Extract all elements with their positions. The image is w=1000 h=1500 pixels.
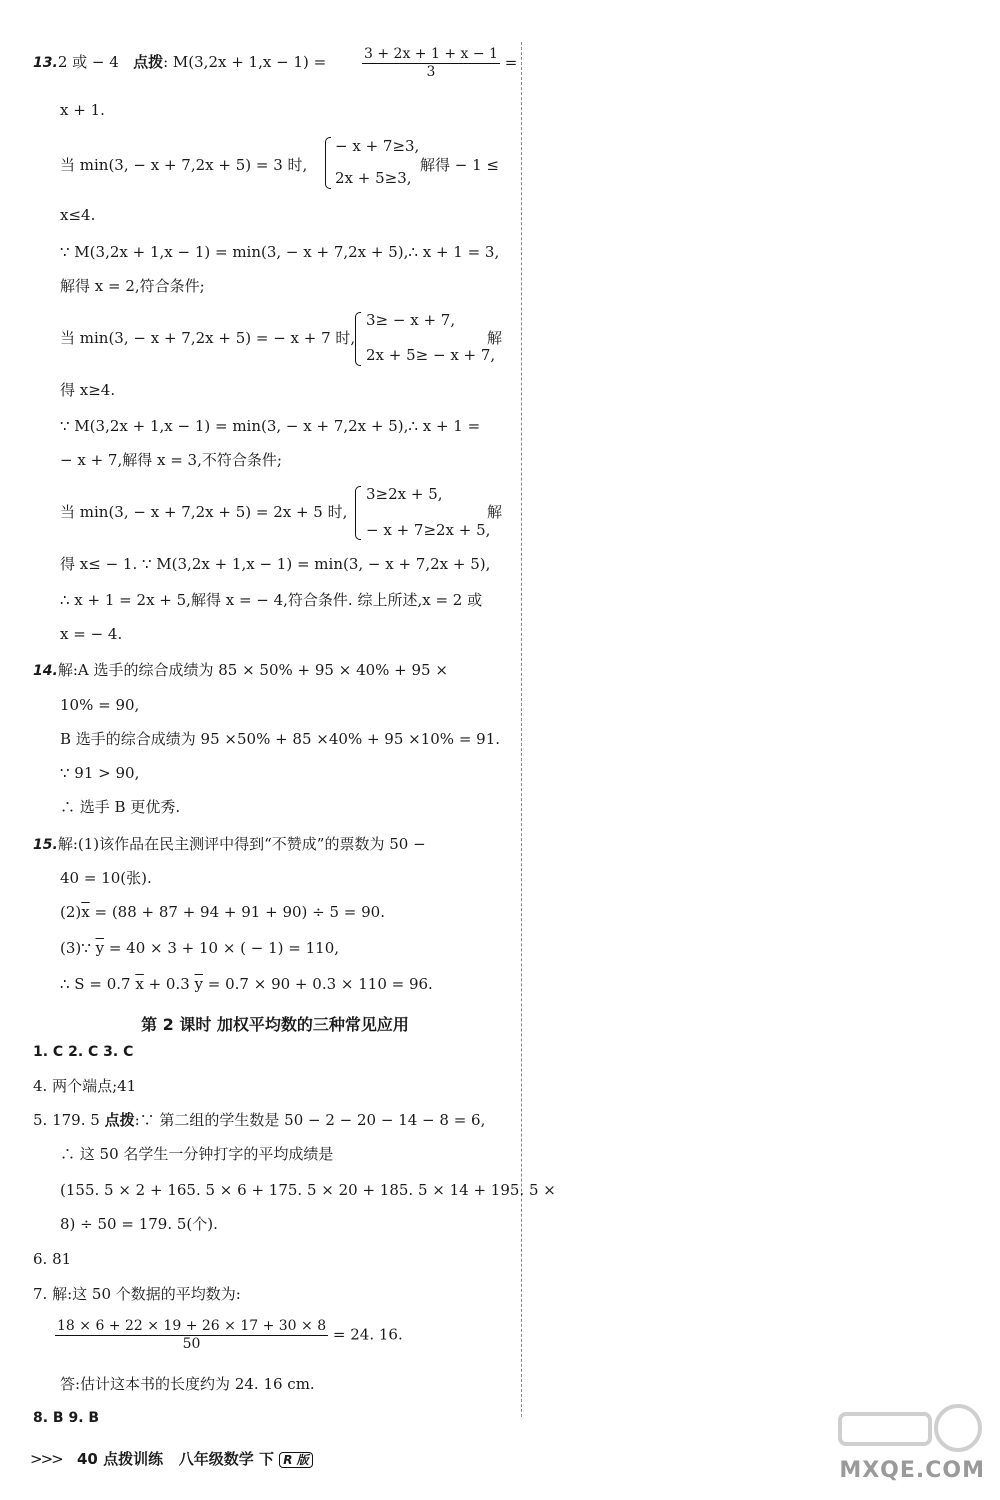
s2-answers-1: 1. C 2. C 3. C — [33, 1044, 134, 1060]
q15-line2: 40 = 10(张). — [60, 869, 152, 887]
watermark-text: MXQE.COM — [839, 1458, 985, 1483]
version-badge: R 版 — [279, 1452, 312, 1468]
s2-q5-line4: 8) ÷ 50 = 179. 5(个). — [60, 1215, 218, 1233]
q13-case3-post: 解 — [487, 503, 503, 521]
q13-case2-sys1: 3≥ − x + 7, — [366, 311, 456, 329]
q13-case1-post: 解得 − 1 ≤ — [420, 156, 499, 174]
footer-arrows: >>> — [30, 1450, 62, 1468]
s2-answers-8-9: 8. B 9. B — [33, 1410, 100, 1426]
s2-answer-6: 6. 81 — [33, 1250, 72, 1268]
q13-case2-post: 解 — [487, 329, 503, 347]
q13-case2-text: 当 min(3, − x + 7,2x + 5) = − x + 7 时, — [60, 329, 356, 347]
q14-line3: B 选手的综合成绩为 95 ×50% + 85 ×40% + 95 ×10% = 91. — [60, 730, 501, 748]
q13-line8: 得 x≥4. — [60, 381, 116, 399]
s2-q5-line2: ∴ 这 50 名学生一分钟打字的平均成绩是 — [60, 1145, 334, 1163]
q14-line4: ∵ 91 > 90, — [60, 764, 140, 782]
q13-case3-text: 当 min(3, − x + 7,2x + 5) = 2x + 5 时, — [60, 503, 348, 521]
q15-line1: 15.解:(1)该作品在民主测评中得到“不赞成”的票数为 50 − — [33, 835, 426, 853]
q13-case3-sys2: − x + 7≥2x + 5, — [366, 521, 491, 539]
q13-line14: x = − 4. — [60, 625, 123, 643]
q14-line1: 14.解:A 选手的综合成绩为 85 × 50% + 95 × 40% + 95 × — [33, 661, 448, 679]
s2-answers-4: 4. 两个端点;41 — [33, 1077, 137, 1095]
page-number: 40 — [76, 1450, 98, 1468]
q13-case1-sys1: − x + 7≥3, — [335, 137, 420, 155]
brace-symbol — [325, 137, 331, 189]
q13-line6: 解得 x = 2,符合条件; — [60, 277, 205, 295]
q13-line12: 得 x≤ − 1. ∵ M(3,2x + 1,x − 1) = min(3, − x + 7,2x + 5), — [60, 555, 491, 573]
q15-line3: $(2)\overline{x} = (88 + 87 + 94 + 91 + 90) \div 5 = 90$. — [60, 903, 385, 921]
s2-q7-line1: 7. 解:这 50 个数据的平均数为: — [33, 1285, 241, 1303]
q13-case2-sys2: 2x + 5≥ − x + 7, — [366, 346, 496, 364]
s2-q7-fraction: $\frac{18 \times 6 + 22 \times 19 + 26 \times 17 + 30 \times 8}{50}$ = 24. 16. — [57, 1318, 403, 1352]
q13-line10: − x + 7,解得 x = 3,不符合条件; — [60, 451, 282, 469]
grade-label: 八年级数学 下 — [178, 1450, 274, 1468]
brand-name: 点拨训练 — [103, 1450, 164, 1468]
page-footer — [30, 1448, 313, 1469]
q13-line5: ∵ M(3,2x + 1,x − 1) = min(3, − x + 7,2x + 5),∴ x + 1 = 3, — [60, 243, 500, 261]
q13-line9: ∵ M(3,2x + 1,x − 1) = min(3, − x + 7,2x + 5),∴ x + 1 = — [60, 417, 481, 435]
q13-case1-text: 当 min(3, − x + 7,2x + 5) = 3 时, — [60, 156, 308, 174]
q15-line5: ∴ S = 0.7 $\overline{x} + 0.3$ $\overline{y} = 0.7 \times 90 + 0.3 \times 110 = 96$. — [60, 975, 433, 993]
brace-symbol — [355, 486, 361, 540]
brace-symbol — [355, 312, 361, 366]
q13-line1: 13.2 或 − 4 点拨: M(3,2x + 1,x − 1) = — [33, 53, 327, 71]
column-divider — [521, 42, 522, 1417]
q13-line13: ∴ x + 1 = 2x + 5,解得 x = − 4,符合条件. 综上所述,x = 2 或 — [60, 591, 483, 609]
q13-line2: x + 1. — [60, 101, 105, 119]
q14-line2: 10% = 90, — [60, 696, 140, 714]
section-title-2: 第 2 课时 加权平均数的三种常见应用 — [141, 1015, 409, 1034]
s2-q5-line1: 5. 179. 5 点拨:∵ 第二组的学生数是 50 − 2 − 20 − 14 − 8 = 6, — [33, 1111, 486, 1129]
q13-case3-sys1: 3≥2x + 5, — [366, 485, 443, 503]
q13-fraction: $\frac{3 + 2x + 1 + x - 1}{3}$ = — [364, 46, 518, 80]
q13-line4: x≤4. — [60, 206, 96, 224]
q13-case1-sys2: 2x + 5≥3, — [335, 169, 412, 187]
s2-q7-answer: 答:估计这本书的长度约为 24. 16 cm. — [60, 1375, 315, 1393]
s2-q5-line3: (155. 5 × 2 + 165. 5 × 6 + 175. 5 × 20 + 185. 5 × 14 + 195. 5 × — [60, 1181, 556, 1199]
q14-line5: ∴ 选手 B 更优秀. — [60, 798, 181, 816]
q15-line4: (3)∵ $\overline{y} = 40 \times 3 + 10$ × ( − 1) = 110, — [60, 939, 340, 957]
